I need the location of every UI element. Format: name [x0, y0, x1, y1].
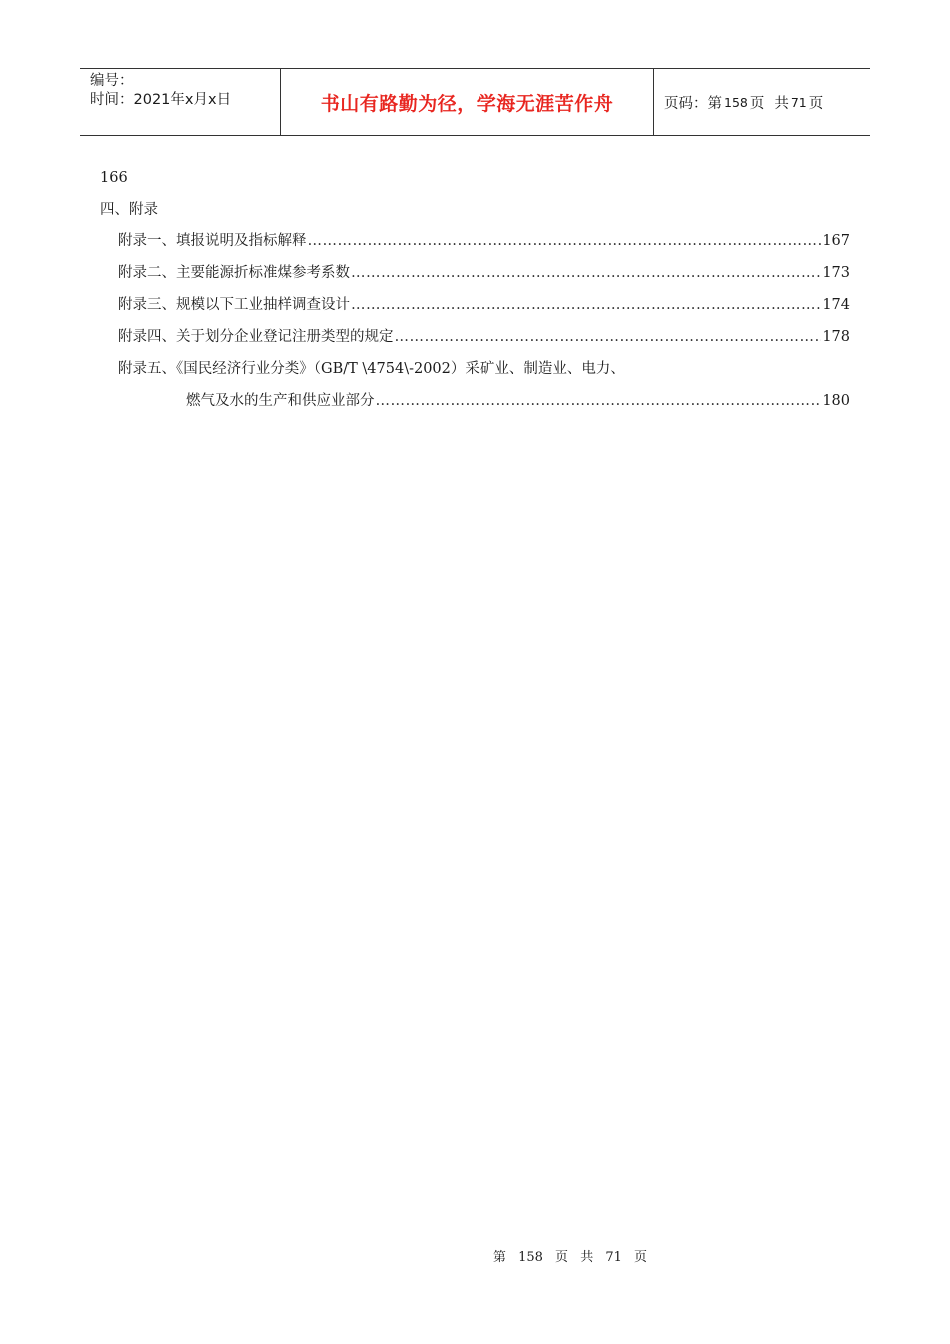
dot-leader	[351, 295, 821, 315]
toc-entry-page: 180	[822, 393, 850, 409]
toc-entry-5-title[interactable]: 附录五、《国民经济行业分类》（GB/T \4754\-2002）采矿业、制造业、电力、	[118, 361, 625, 377]
toc-entry-title: 附录二、主要能源折标准煤参考系数	[118, 265, 350, 281]
date-label: 时间：2021年x月x日	[90, 92, 232, 108]
footer-mid: 页	[555, 1250, 569, 1265]
header-meta	[80, 69, 281, 135]
dot-leader	[351, 263, 821, 283]
toc-entry-title: 附录三、规模以下工业抽样调查设计	[118, 297, 350, 313]
header-page-info	[654, 69, 870, 135]
dot-leader	[395, 327, 822, 347]
footer-total-prefix: 共	[580, 1250, 594, 1265]
section-title: 四、附录	[100, 202, 158, 218]
toc-entry-5[interactable]	[186, 391, 850, 411]
header-total-number: 71	[790, 94, 807, 110]
toc-entry-title: 附录四、关于划分企业登记注册类型的规定	[118, 329, 394, 345]
page-header	[80, 68, 870, 136]
toc-entry-1[interactable]	[118, 231, 850, 251]
dot-leader	[376, 391, 822, 411]
toc-entry-2[interactable]	[118, 263, 850, 283]
toc-entry-page: 174	[822, 297, 850, 313]
dot-leader	[308, 231, 822, 251]
header-page-mid: 页	[749, 95, 765, 112]
toc-entry-page: 173	[822, 265, 850, 281]
toc-entry-page: 178	[822, 329, 850, 345]
serial-label: 编号：	[90, 73, 134, 89]
footer-suffix: 页	[634, 1250, 648, 1265]
orphan-page-number: 166	[100, 170, 128, 186]
header-total-prefix: 共	[774, 95, 789, 112]
footer-page-number: 158	[518, 1250, 543, 1265]
header-total-suffix: 页	[808, 95, 824, 112]
page-footer	[0, 1246, 950, 1265]
footer-prefix: 第	[492, 1250, 506, 1265]
footer-total-number: 71	[605, 1250, 622, 1265]
toc-entry-3[interactable]	[118, 295, 850, 315]
header-motto: 书山有路勤为径，学海无涯苦作舟	[281, 69, 654, 135]
toc-entry-4[interactable]	[118, 327, 850, 347]
header-page-number: 158	[724, 94, 748, 110]
toc-entry-page: 167	[822, 233, 850, 249]
toc-entry-title: 附录一、填报说明及指标解释	[118, 233, 307, 249]
header-page-prefix: 页码：第	[664, 95, 722, 112]
toc-entry-continuation: 燃气及水的生产和供应业部分	[186, 393, 375, 409]
